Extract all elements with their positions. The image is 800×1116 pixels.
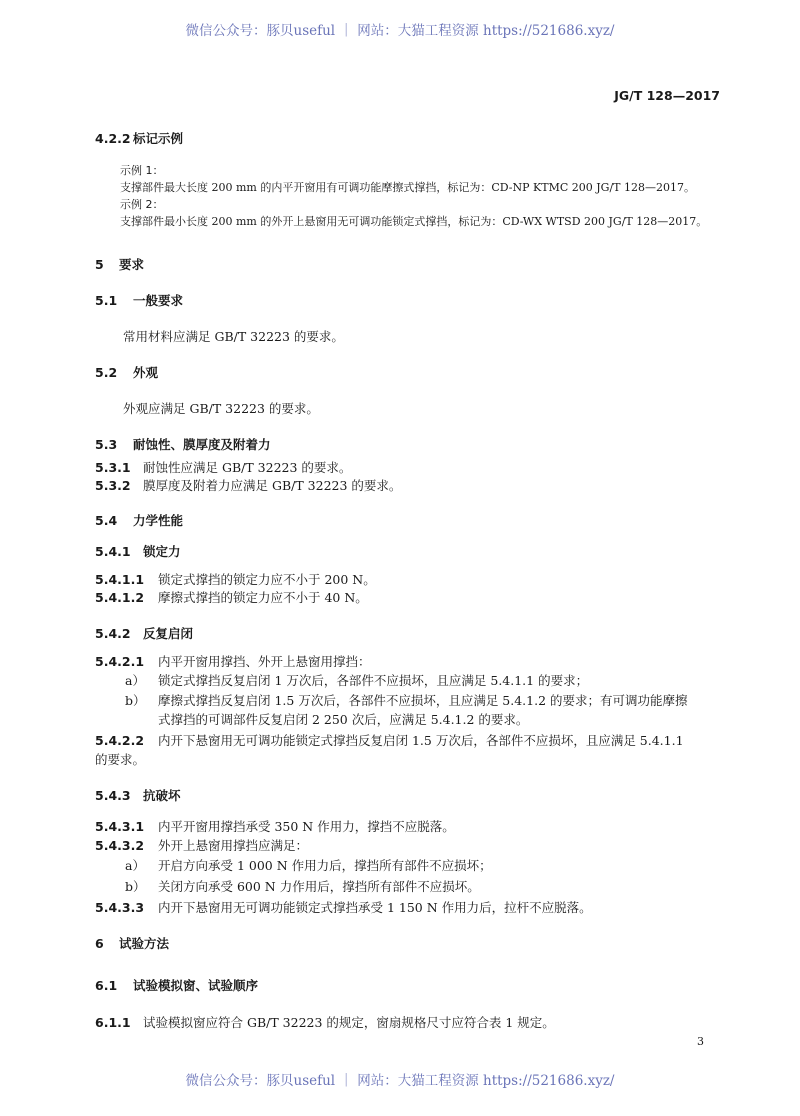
list-label: b）	[125, 693, 146, 708]
clause-text: 内开下悬窗用无可调功能锁定式撑挡承受 1 150 N 作用力后，拉杆不应脱落。	[158, 900, 592, 915]
clause-number: 5.4.3.1	[95, 819, 145, 834]
section-title: 试验模拟窗、试验顺序	[133, 978, 259, 993]
paragraph-5-2: 外观应满足 GB/T 32223 的要求。	[123, 401, 319, 416]
clause-5-4-2-2-continued: 的要求。	[95, 752, 146, 767]
list-text: 锁定式撑挡反复启闭 1 万次后，各部件不应损坏，且应满足 5.4.1.1 的要求；	[158, 673, 589, 688]
list-label: b）	[125, 879, 146, 894]
clause-text: 锁定式撑挡的锁定力应不小于 200 N。	[158, 572, 376, 587]
clause-text: 内开下悬窗用无可调功能锁定式撑挡反复启闭 1.5 万次后，各部件不应损坏，且应满足 5.4.1.1	[158, 733, 684, 748]
clause-text: 试验模拟窗应符合 GB/T 32223 的规定，窗扇规格尺寸应符合表 1 规定。	[143, 1015, 555, 1030]
section-title: 力学性能	[133, 513, 184, 528]
list-item-b	[125, 879, 480, 895]
heading-5-1	[95, 293, 183, 309]
clause-text: 耐蚀性应满足 GB/T 32223 的要求。	[143, 460, 352, 475]
list-item-b-continued: 式撑挡的可调部件反复启闭 2 250 次后，应满足 5.4.1.2 的要求。	[158, 712, 529, 727]
clause-number: 5.4.2.2	[95, 733, 145, 748]
section-number: 5.4.3	[95, 788, 131, 803]
section-number: 5	[95, 257, 104, 272]
clause-6-1-1	[95, 1015, 555, 1031]
section-number: 5.4	[95, 513, 118, 528]
clause-text: 摩擦式撑挡的锁定力应不小于 40 N。	[158, 590, 368, 605]
section-number: 5.2	[95, 365, 118, 380]
clause-text: 外开上悬窗用撑挡应满足：	[158, 838, 309, 853]
heading-5-4-1	[95, 544, 181, 560]
clause-5-4-3-2	[95, 838, 308, 854]
heading-6	[95, 936, 169, 952]
section-title: 锁定力	[143, 544, 181, 559]
clause-5-4-2-1	[95, 654, 371, 670]
clause-text: 内平开窗用撑挡承受 350 N 作用力，撑挡不应脱落。	[158, 819, 455, 834]
list-item-a	[125, 673, 588, 689]
section-number: 5.4.1	[95, 544, 131, 559]
section-title: 抗破坏	[143, 788, 181, 803]
clause-number: 5.4.3.2	[95, 838, 145, 853]
section-title: 反复启闭	[143, 626, 194, 641]
section-number: 6.1	[95, 978, 118, 993]
clause-number: 5.4.1.2	[95, 590, 145, 605]
standard-code: JG/T 128—2017	[614, 88, 720, 103]
heading-5-4	[95, 513, 183, 529]
section-title: 试验方法	[119, 936, 170, 951]
heading-5-4-3	[95, 788, 181, 804]
heading-4-2-2	[95, 131, 183, 147]
section-number: 4.2.2	[95, 131, 131, 146]
list-item-b	[125, 693, 688, 709]
clause-5-4-3-1	[95, 819, 455, 835]
clause-5-4-1-2	[95, 590, 368, 606]
page-number: 3	[697, 1035, 704, 1048]
clause-number: 5.4.2.1	[95, 654, 145, 669]
list-text: 摩擦式撑挡反复启闭 1.5 万次后，各部件不应损坏，且应满足 5.4.1.2 的要求；有可调功能摩擦	[158, 693, 688, 708]
paragraph-5-1: 常用材料应满足 GB/T 32223 的要求。	[123, 329, 344, 344]
list-label: a）	[125, 673, 145, 688]
clause-number: 5.4.1.1	[95, 572, 145, 587]
list-item-a	[125, 858, 492, 874]
example-1-label: 示例 1：	[120, 164, 164, 177]
section-title: 外观	[133, 365, 159, 380]
clause-5-4-1-1	[95, 572, 376, 588]
section-title: 要求	[119, 257, 145, 272]
clause-5-3-1	[95, 460, 351, 476]
clause-number: 6.1.1	[95, 1015, 131, 1030]
section-number: 5.1	[95, 293, 118, 308]
clause-number: 5.4.3.3	[95, 900, 145, 915]
clause-text: 内平开窗用撑挡、外开上悬窗用撑挡：	[158, 654, 371, 669]
heading-5-4-2	[95, 626, 193, 642]
clause-5-4-2-2	[95, 733, 684, 749]
section-number: 5.3	[95, 437, 118, 452]
watermark-header: 微信公众号：豚贝useful ｜ 网站：大猫工程资源 https://521686.xyz/	[185, 23, 615, 39]
list-text: 开启方向承受 1 000 N 作用力后，撑挡所有部件不应损坏；	[158, 858, 492, 873]
clause-5-4-3-3	[95, 900, 592, 916]
list-label: a）	[125, 858, 145, 873]
section-title: 耐蚀性、膜厚度及附着力	[133, 437, 271, 452]
clause-5-3-2	[95, 478, 401, 494]
clause-number: 5.3.1	[95, 460, 131, 475]
example-2-text: 支撑部件最小长度 200 mm 的外开上悬窗用无可调功能锁定式撑挡，标记为：CD-WX WTSD 200 JG/T 128—2017。	[120, 215, 708, 228]
section-title: 标记示例	[133, 131, 184, 146]
heading-5-3	[95, 437, 271, 453]
list-text: 关闭方向承受 600 N 力作用后，撑挡所有部件不应损坏。	[158, 879, 480, 894]
example-2-label: 示例 2：	[120, 198, 164, 211]
heading-6-1	[95, 978, 258, 994]
section-number: 6	[95, 936, 104, 951]
heading-5-2	[95, 365, 158, 381]
watermark-footer: 微信公众号：豚贝useful ｜ 网站：大猫工程资源 https://521686.xyz/	[185, 1073, 615, 1089]
example-1-text: 支撑部件最大长度 200 mm 的内平开窗用有可调功能摩擦式撑挡，标记为：CD-NP KTMC 200 JG/T 128—2017。	[120, 181, 695, 194]
section-number: 5.4.2	[95, 626, 131, 641]
clause-number: 5.3.2	[95, 478, 131, 493]
clause-text: 膜厚度及附着力应满足 GB/T 32223 的要求。	[143, 478, 402, 493]
heading-5	[95, 257, 144, 273]
section-title: 一般要求	[133, 293, 184, 308]
